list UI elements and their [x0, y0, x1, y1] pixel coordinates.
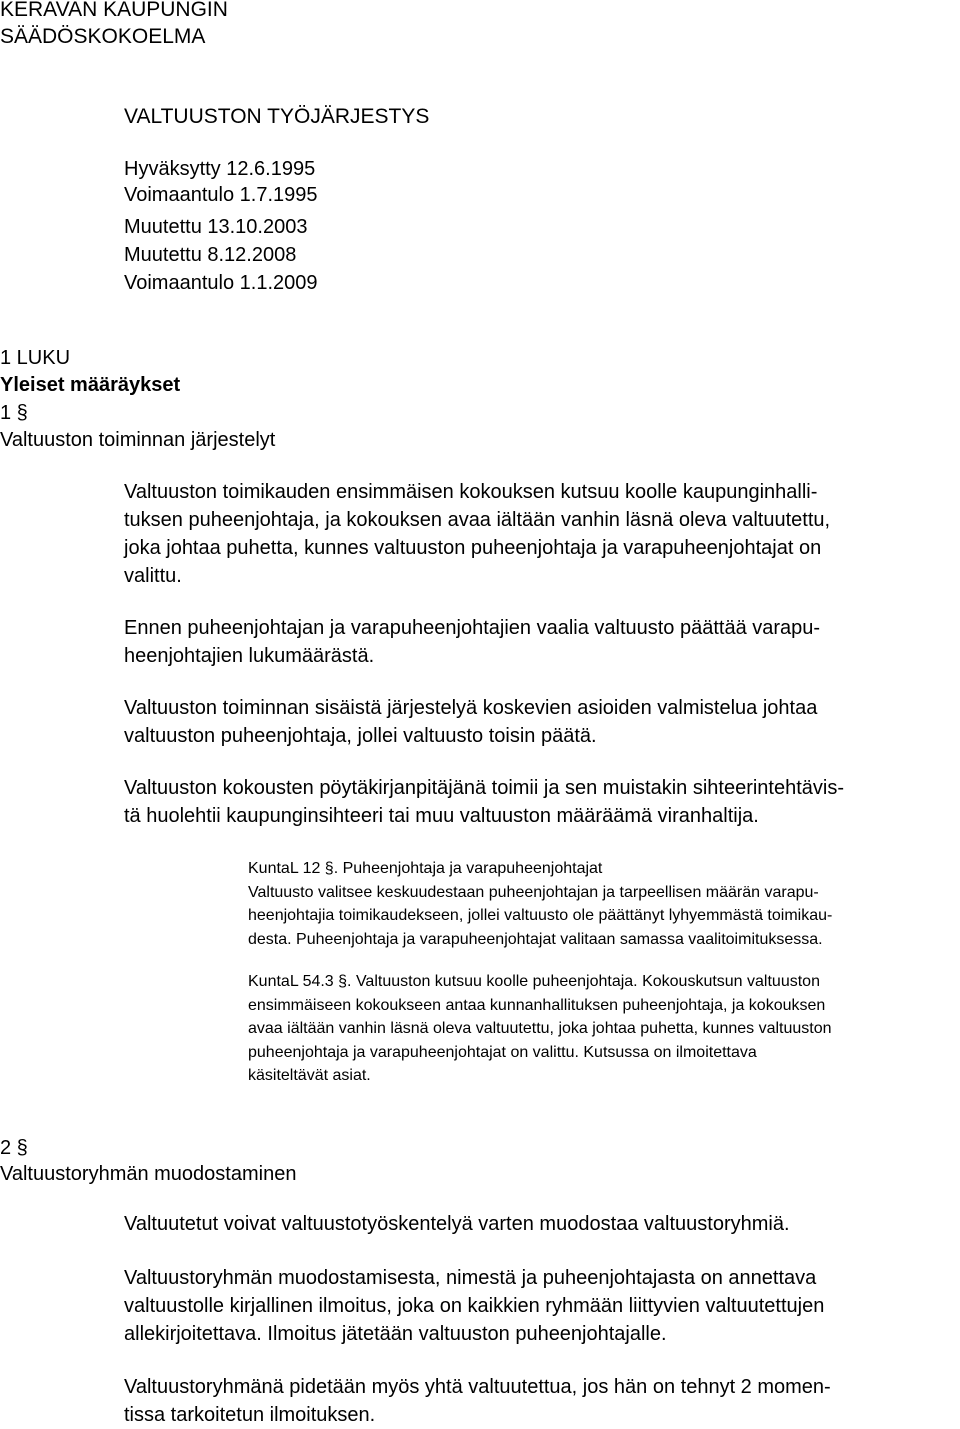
- chapter-label: 1 LUKU: [0, 347, 71, 369]
- section-title: Valtuustoryhmän muodostaminen: [0, 1163, 297, 1185]
- section-paragraph: Valtuustoryhmänä pidetään myös yhtä valtuutettua, jos hän on tehnyt 2 momen- tissa tarkoitetun ilmoituksen.: [124, 1376, 831, 1426]
- section-paragraph: Valtuuston kokousten pöytäkirjanpitäjänä toimii ja sen muistakin sihteerintehtävis- tä huolehtii kaupunginsihteeri tai muu valtuuston määräämä viranhaltija.: [124, 777, 845, 827]
- history-line: Muutettu 8.12.2008: [124, 244, 297, 266]
- section-paragraph: Ennen puheenjohtajan ja varapuheenjohtajien vaalia valtuusto päättää varapu- heenjohtajien lukumäärästä.: [124, 617, 821, 667]
- law-reference-note: KuntaL 54.3 §. Valtuuston kutsuu koolle puheenjohtaja. Kokouskutsun valtuuston ensimmäiseen kokoukseen antaa kunnanhallituksen puheenjohtaja, ja kokouksen avaa iältään vanhin läsnä oleva valtuutettu, joka johtaa puhetta, kunnes valtuuston puheenjohtaja ja varapuheenjohtajat on valittu. Kutsussa on ilmoitettava käsiteltävät asiat.: [248, 973, 832, 1084]
- history-line: Voimaantulo 1.1.2009: [124, 272, 318, 294]
- document-title: VALTUUSTON TYÖJÄRJESTYS: [124, 105, 430, 128]
- section-paragraph: Valtuustoryhmän muodostamisesta, nimestä ja puheenjohtajasta on annettava valtuustolle kirjallinen ilmoitus, joka on kaikkien ryhmään liittyvien valtuutettujen allekirjoitettava. Ilmoitus jätetään valtuuston puheenjohtajalle.: [124, 1267, 825, 1345]
- section-paragraph: Valtuuston toimikauden ensimmäisen kokouksen kutsuu koolle kaupunginhalli- tuksen puheenjohtaja, ja kokouksen avaa iältään vanhin läsnä oleva valtuutettu, joka johtaa puhetta, kunnes valtuuston puheenjohtaja ja varapuheenjohtajat on valittu.: [124, 481, 831, 587]
- section-number: 2 §: [0, 1137, 28, 1159]
- header-collection: SÄÄDÖSKOKOELMA: [0, 25, 206, 48]
- history-line: Muutettu 13.10.2003: [124, 216, 308, 238]
- section-number: 1 §: [0, 402, 28, 424]
- header-org: KERAVAN KAUPUNGIN: [0, 0, 228, 21]
- section-paragraph: Valtuutetut voivat valtuustotyöskentelyä varten muodostaa valtuustoryhmiä.: [124, 1213, 790, 1235]
- section-paragraph: Valtuuston toiminnan sisäistä järjestelyä koskevien asioiden valmistelua johtaa valtuuston puheenjohtaja, jollei valtuusto toisin päätä.: [124, 697, 818, 747]
- section-title: Valtuuston toiminnan järjestelyt: [0, 429, 276, 451]
- history-line: Hyväksytty 12.6.1995: [124, 158, 316, 180]
- history-line: Voimaantulo 1.7.1995: [124, 184, 318, 206]
- law-reference-note: KuntaL 12 §. Puheenjohtaja ja varapuheenjohtajat Valtuusto valitsee keskuudestaan puheenjohtajan ja tarpeellisen määrän varapu- heenjohtajia toimikaudekseen, jollei valtuusto ole päättänyt lyhyemmästä toimikau- desta. Puheenjohtaja ja varapuheenjohtajat valitaan samassa vaalitoimituksessa.: [248, 860, 833, 948]
- chapter-title: Yleiset määräykset: [0, 374, 181, 396]
